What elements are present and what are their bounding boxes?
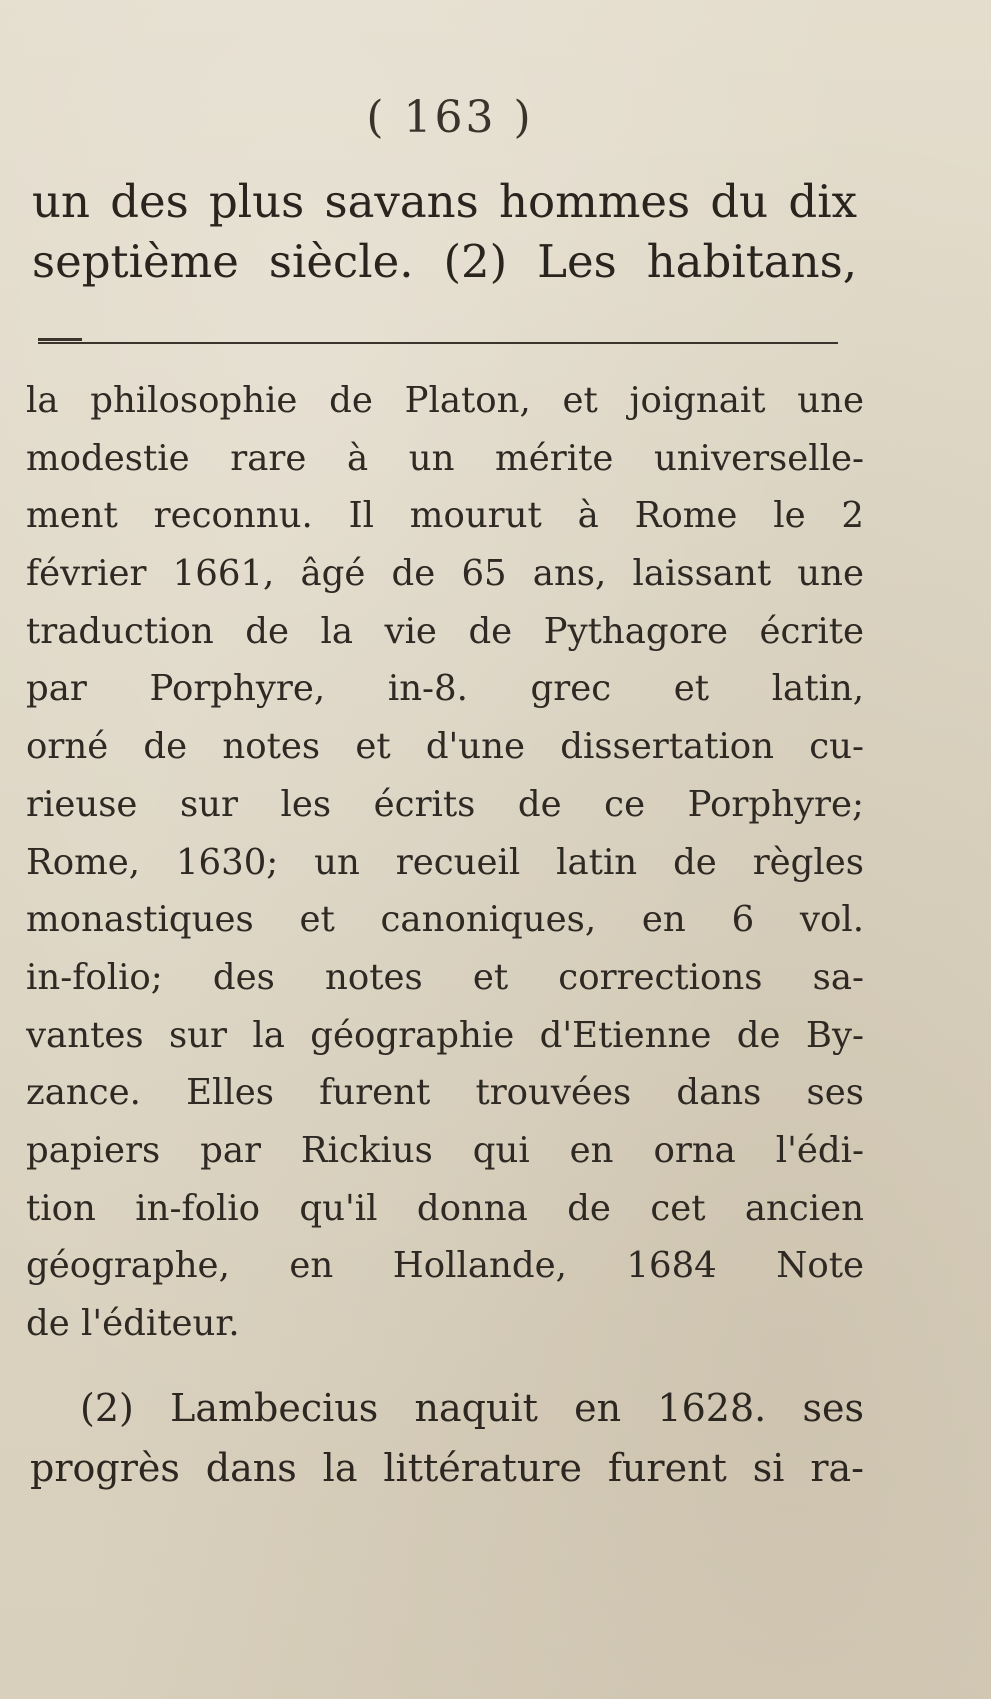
page-number: ( 163 ): [366, 92, 534, 143]
footnote-line: par Porphyre, in-8. grec et latin,: [26, 668, 864, 710]
footnote-line: géographe, en Hollande, 1684 Note: [26, 1245, 864, 1287]
footnote-line: monastiques et canoniques, en 6 vol.: [26, 899, 864, 941]
footnote-line: Rome, 1630; un recueil latin de règles: [26, 841, 864, 883]
main-text-line: septième siècle. (2) Les habitans,: [32, 235, 857, 288]
footnote-line: traduction de la vie de Pythagore écrite: [26, 610, 864, 652]
main-text-line: un des plus savans hommes du dix: [32, 175, 857, 228]
note-line: (2) Lambecius naquit en 1628. ses: [80, 1386, 864, 1430]
footnote-line: la philosophie de Platon, et joignait une: [26, 380, 864, 421]
footnote-line: tion in-folio qu'il donna de cet ancien: [26, 1187, 864, 1229]
footnote-line: zance. Elles furent trouvées dans ses: [26, 1072, 864, 1114]
footnote-separator-rule: [38, 342, 838, 344]
footnote-rule-mark: [38, 338, 82, 341]
footnote-line: rieuse sur les écrits de ce Porphyre;: [26, 783, 864, 825]
footnote-line: papiers par Rickius qui en orna l'édi-: [26, 1129, 864, 1171]
footnote-block: [26, 372, 864, 1353]
footnote-line: ment reconnu. Il mourut à Rome le 2: [26, 495, 864, 537]
footnote-line: orné de notes et d'une dissertation cu-: [26, 726, 864, 768]
footnote-line: février 1661, âgé de 65 ans, laissant une: [26, 553, 864, 595]
footnote-line: de l'éditeur.: [26, 1303, 240, 1344]
note-line: progrès dans la littérature furent si ra-: [30, 1446, 864, 1490]
footnote-line: in-folio; des notes et corrections sa-: [26, 956, 864, 998]
footnote-line: vantes sur la géographie d'Etienne de By-: [26, 1014, 864, 1056]
footnote-line: modestie rare à un mérite universelle-: [26, 437, 864, 479]
